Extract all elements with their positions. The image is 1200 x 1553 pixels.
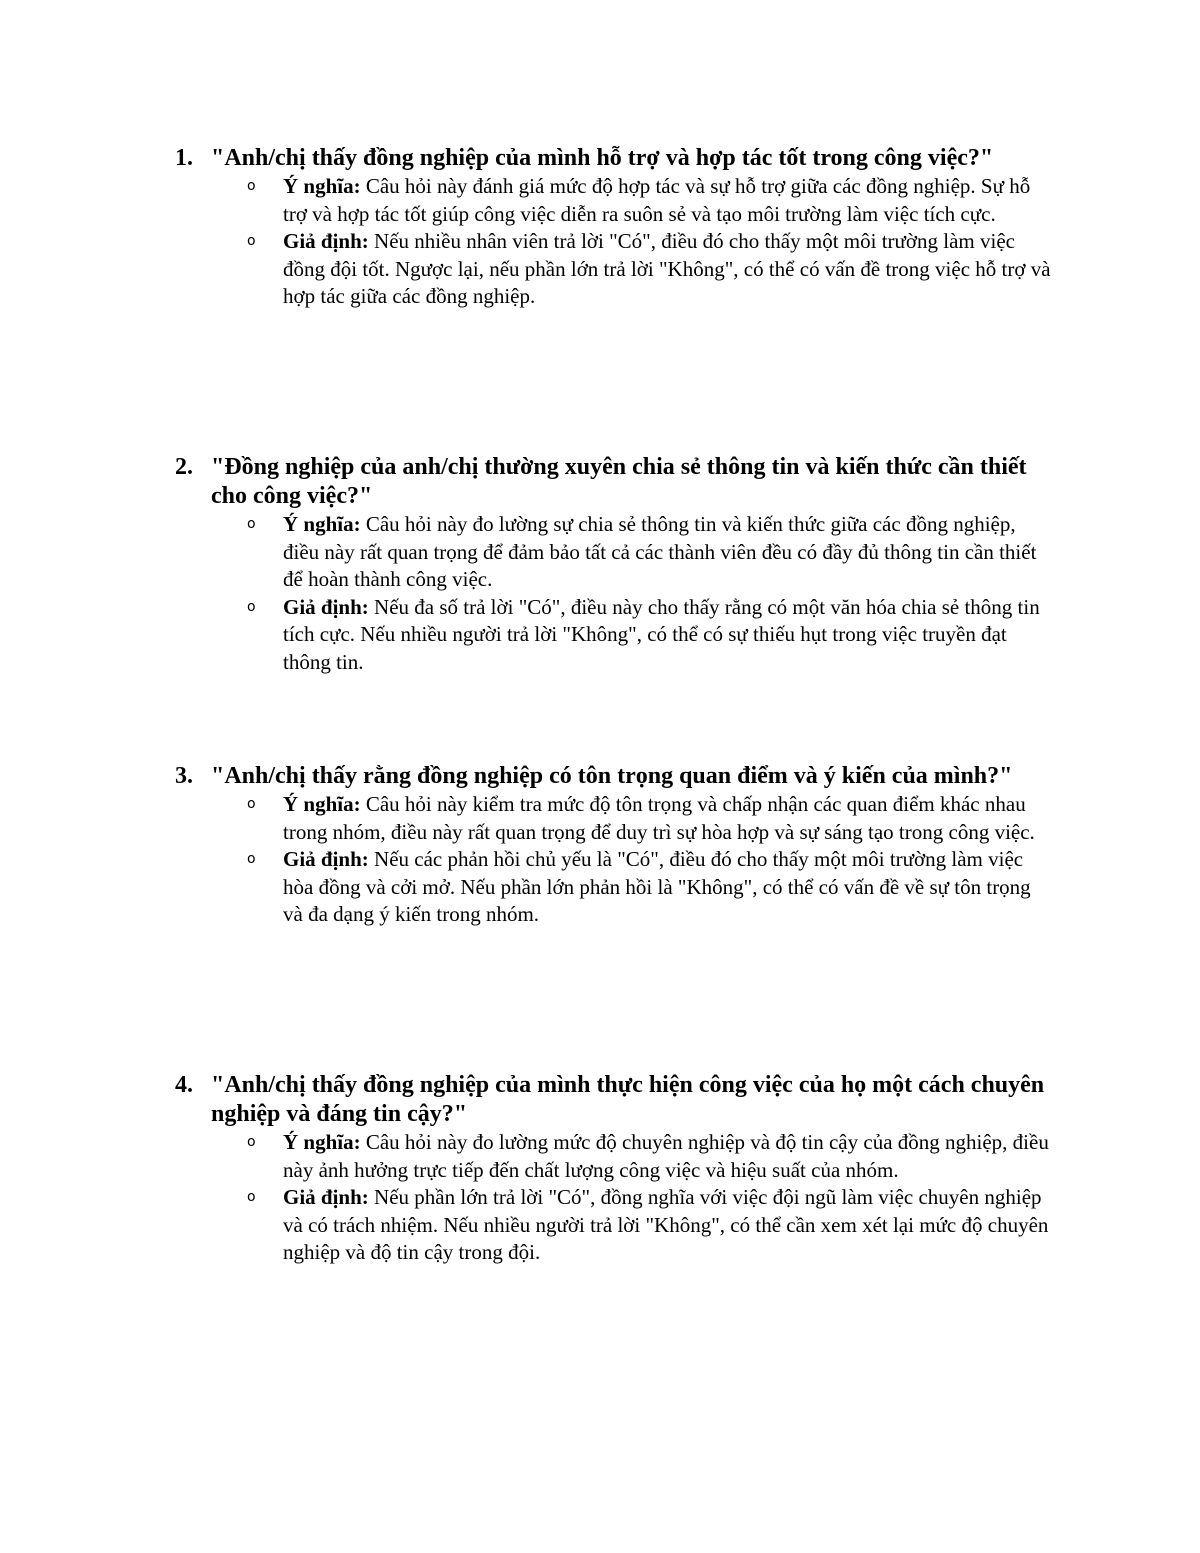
hypothesis-label: Giả định:: [283, 847, 369, 871]
hypothesis-text: [283, 846, 1055, 929]
meaning-item: [247, 1129, 1055, 1184]
hypothesis-label: Giả định:: [283, 1185, 369, 1209]
bullet-circle-icon: o: [247, 178, 256, 194]
question-title: "Anh/chị thấy rằng đồng nghiệp có tôn trọng quan điểm và ý kiến của mình?": [211, 763, 1013, 789]
bullet-circle-icon: o: [247, 1134, 256, 1150]
meaning-label: Ý nghĩa:: [283, 792, 361, 816]
question-details: [175, 511, 1055, 676]
hypothesis-text: [283, 1184, 1055, 1267]
question-heading: [175, 1071, 1055, 1129]
meaning-label: Ý nghĩa:: [283, 512, 361, 536]
question-item-3: [175, 762, 1055, 929]
bullet-circle-icon: o: [247, 796, 256, 812]
question-title: "Đồng nghiệp của anh/chị thường xuyên chia sẻ thông tin và kiến thức cần thiết cho công việc?": [211, 454, 1027, 509]
question-details: [175, 1129, 1055, 1267]
question-item-1: [175, 144, 1055, 311]
hypothesis-label: Giả định:: [283, 229, 369, 253]
bullet-circle-icon: o: [247, 851, 256, 867]
question-heading: [175, 453, 1055, 511]
question-title: "Anh/chị thấy đồng nghiệp của mình thực hiện công việc của họ một cách chuyên nghiệp và đáng tin cậy?": [211, 1072, 1045, 1127]
bullet-circle-icon: o: [247, 233, 256, 249]
meaning-label: Ý nghĩa:: [283, 174, 361, 198]
meaning-label: Ý nghĩa:: [283, 1130, 361, 1154]
question-number: 2.: [175, 454, 193, 480]
meaning-text: [283, 1129, 1055, 1184]
meaning-body: Câu hỏi này kiểm tra mức độ tôn trọng và chấp nhận các quan điểm khác nhau trong nhóm, điều này rất quan trọng để duy trì sự hòa hợp và sự sáng tạo trong công việc.: [283, 792, 1035, 844]
hypothesis-item: [247, 846, 1055, 929]
hypothesis-body: Nếu phần lớn trả lời "Có", đồng nghĩa với việc đội ngũ làm việc chuyên nghiệp và có trách nhiệm. Nếu nhiều người trả lời "Không", có thể cần xem xét lại mức độ chuyên nghiệp và độ tin cậy trong đội.: [283, 1185, 1049, 1264]
meaning-text: [283, 791, 1055, 846]
bullet-circle-icon: o: [247, 1189, 256, 1205]
hypothesis-text: [283, 228, 1055, 311]
question-title: "Anh/chị thấy đồng nghiệp của mình hỗ trợ và hợp tác tốt trong công việc?": [211, 145, 994, 171]
meaning-item: [247, 173, 1055, 228]
meaning-item: [247, 791, 1055, 846]
meaning-item: [247, 511, 1055, 594]
question-details: [175, 173, 1055, 311]
hypothesis-label: Giả định:: [283, 594, 369, 619]
meaning-body: Câu hỏi này đo lường sự chia sẻ thông tin và kiến thức giữa các đồng nghiệp, điều này rất quan trọng để đảm bảo tất cả các thành viên đều có đầy đủ thông tin cần thiết để hoàn thành công việc.: [283, 512, 1037, 591]
hypothesis-item: [247, 228, 1055, 311]
question-details: [175, 791, 1055, 929]
bullet-circle-icon: o: [247, 598, 256, 615]
question-number: 4.: [175, 1072, 193, 1098]
hypothesis-item: [247, 1184, 1055, 1267]
hypothesis-body: Nếu đa số trả lời "Có", điều này cho thấy rằng có một văn hóa chia sẻ thông tin tích cực. Nếu nhiều người trả lời "Không", có thể có sự thiếu hụt trong việc truyền đạt thông tin.: [283, 594, 1040, 674]
hypothesis-body: Nếu nhiều nhân viên trả lời "Có", điều đó cho thấy một môi trường làm việc đồng đội tốt. Ngược lại, nếu phần lớn trả lời "Không", có thể có vấn đề trong việc hỗ trợ và hợp tác giữa các đồng nghiệp.: [283, 229, 1051, 308]
bullet-circle-icon: o: [247, 516, 256, 532]
meaning-text: [283, 173, 1055, 228]
question-item-4: [175, 1071, 1055, 1267]
meaning-body: Câu hỏi này đánh giá mức độ hợp tác và sự hỗ trợ giữa các đồng nghiệp. Sự hỗ trợ và hợp tác tốt giúp công việc diễn ra suôn sẻ và tạo môi trường làm việc tích cực.: [283, 174, 1031, 226]
question-heading: [175, 144, 1055, 173]
hypothesis-item: [247, 594, 1055, 677]
question-item-2: [175, 453, 1055, 676]
question-heading: [175, 762, 1055, 791]
hypothesis-text: [283, 594, 1055, 677]
hypothesis-body: Nếu các phản hồi chủ yếu là "Có", điều đó cho thấy một môi trường làm việc hòa đồng và cởi mở. Nếu phần lớn phản hồi là "Không", có thể có vấn đề về sự tôn trọng và đa dạng ý kiến trong nhóm.: [283, 847, 1031, 926]
meaning-text: [283, 511, 1055, 594]
question-number: 3.: [175, 763, 193, 789]
question-number: 1.: [175, 145, 193, 171]
meaning-body: Câu hỏi này đo lường mức độ chuyên nghiệp và độ tin cậy của đồng nghiệp, điều này ảnh hưởng trực tiếp đến chất lượng công việc và hiệu suất của nhóm.: [283, 1130, 1049, 1182]
